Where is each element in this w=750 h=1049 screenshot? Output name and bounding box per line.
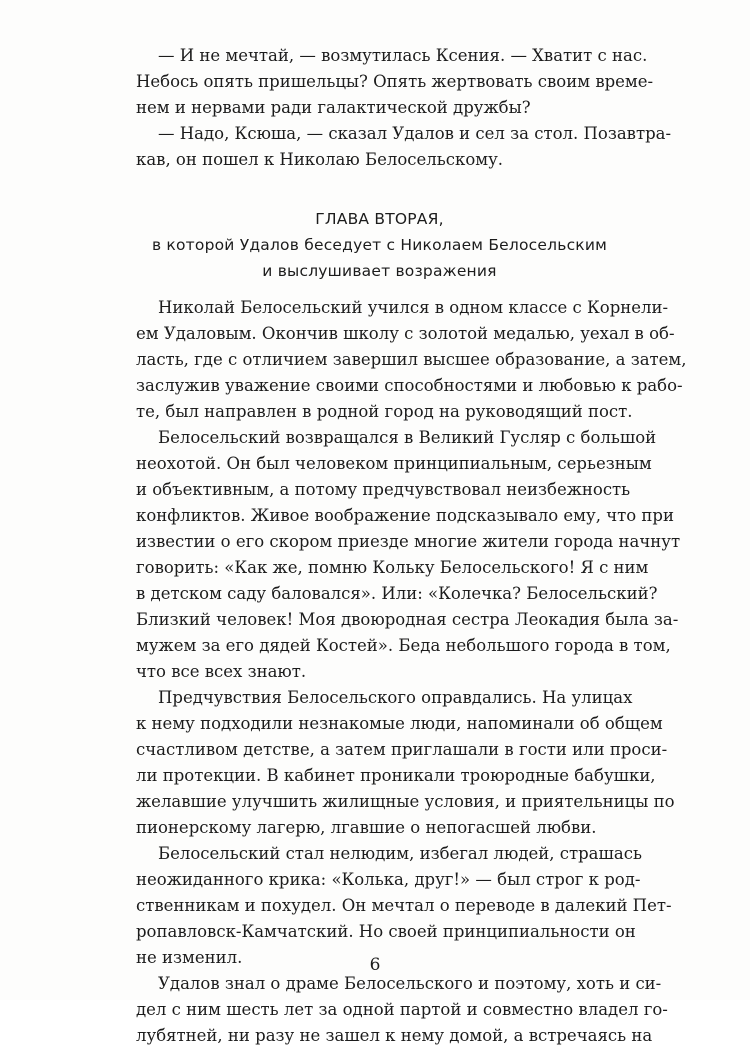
text-line: мужем за его дядей Костей». Беда небольшого города в том, bbox=[136, 636, 671, 655]
text-line: дел с ним шесть лет за одной партой и совместно владел го- bbox=[136, 1000, 668, 1019]
chapter-heading bbox=[136, 207, 623, 285]
text-line: лубятней, ни разу не зашел к нему домой, а встречаясь на bbox=[136, 1026, 653, 1045]
text-line: ственникам и похудел. Он мечтал о переводе в далекий Пет- bbox=[136, 896, 672, 915]
text-line: что все всех знают. bbox=[136, 662, 307, 681]
text-line: говорить: «Как же, помню Кольку Белосельского! Я с ним bbox=[136, 558, 649, 577]
text-line: ем Удаловым. Окончив школу с золотой медалью, уехал в об- bbox=[136, 324, 675, 343]
text-line: неожиданного крика: «Колька, друг!» — был строг к род- bbox=[136, 870, 641, 889]
text-line: известии о его скором приезде многие жители города начнут bbox=[136, 532, 681, 551]
text-line: счастливом детстве, а затем приглашали в гости или проси- bbox=[136, 740, 668, 759]
text-line: желавшие улучшить жилищные условия, и приятельницы по bbox=[136, 792, 675, 811]
text-line: пионерскому лагерю, лгавшие о непогасшей любви. bbox=[136, 818, 597, 837]
text-line: Предчувствия Белосельского оправдались. На улицах bbox=[158, 688, 633, 707]
chapter-subtitle: и выслушивает возражения bbox=[262, 262, 497, 280]
text-line: в детском саду баловался». Или: «Колечка? Белосельский? bbox=[136, 584, 658, 603]
text-line: не изменил. bbox=[136, 948, 243, 967]
text-line: ласть, где с отличием завершил высшее образование, а затем, bbox=[136, 350, 687, 369]
text-line: — И не мечтай, — возмутилась Ксения. — Хватит с нас. bbox=[158, 46, 648, 65]
text-line: кав, он пошел к Николаю Белосельскому. bbox=[136, 150, 504, 169]
text-line: Белосельский стал нелюдим, избегал людей, страшась bbox=[158, 844, 642, 863]
chapter-title: ГЛАВА ВТОРАЯ, bbox=[315, 210, 444, 228]
text-line: Небось опять пришельцы? Опять жертвовать своим време- bbox=[136, 72, 654, 91]
text-line: неохотой. Он был человеком принципиальным, серьезным bbox=[136, 454, 652, 473]
text-line: Близкий человек! Моя двоюродная сестра Леокадия была за- bbox=[136, 610, 679, 629]
text-line: конфликтов. Живое воображение подсказывало ему, что при bbox=[136, 506, 674, 525]
text-line: ли протекции. В кабинет проникали троюродные бабушки, bbox=[136, 766, 656, 785]
text-line: Удалов знал о драме Белосельского и поэтому, хоть и си- bbox=[158, 974, 662, 993]
text-line: Николай Белосельский учился в одном классе с Корнели- bbox=[158, 298, 669, 317]
intro-dialogue bbox=[136, 43, 672, 173]
chapter-body bbox=[136, 295, 687, 1049]
chapter-subtitle: в которой Удалов беседует с Николаем Белосельским bbox=[151, 236, 608, 254]
text-line: и объективным, а потому предчувствовал неизбежность bbox=[136, 480, 631, 499]
text-line: к нему подходили незнакомые люди, напоминали об общем bbox=[136, 714, 663, 733]
text-line: ропавловск-Камчатский. Но своей принципиальности он bbox=[136, 922, 636, 941]
text-line: Белосельский возвращался в Великий Гусляр с большой bbox=[158, 428, 657, 447]
text-line: — Надо, Ксюша, — сказал Удалов и сел за стол. Позавтра- bbox=[158, 124, 672, 143]
text-line: заслужив уважение своими способностями и любовью к рабо- bbox=[136, 376, 683, 395]
text-line: нем и нервами ради галактической дружбы? bbox=[136, 98, 531, 117]
page-number: 6 bbox=[369, 955, 381, 975]
text-line: те, был направлен в родной город на руководящий пост. bbox=[136, 402, 633, 421]
